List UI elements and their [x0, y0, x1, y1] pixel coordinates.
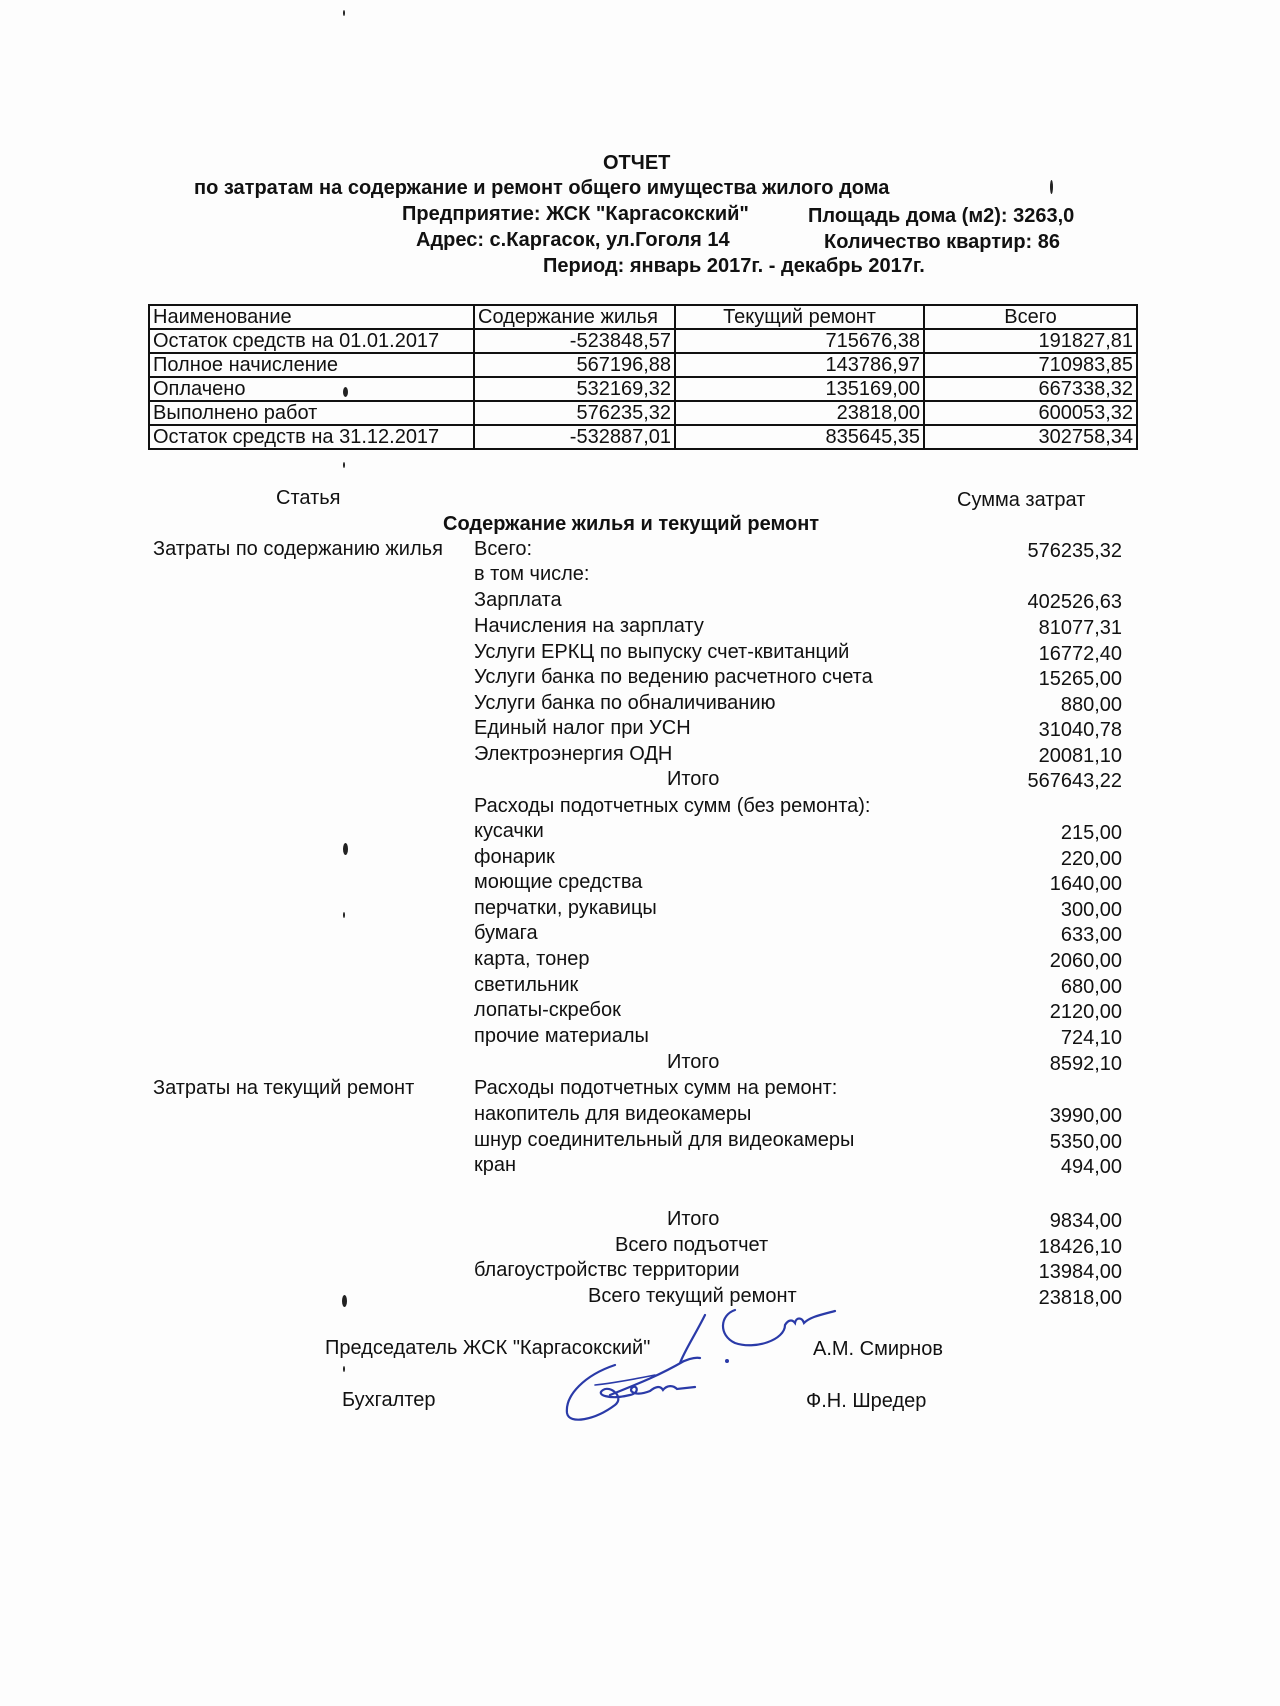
accountable-item-name: фонарик — [474, 846, 555, 868]
scan-speck — [343, 462, 345, 468]
col-header-repair: Текущий ремонт — [675, 305, 924, 329]
row-total: 710983,85 — [924, 353, 1137, 377]
summary-table — [148, 304, 1138, 450]
chairman-name: А.М. Смирнов — [813, 1338, 943, 1360]
accountable-subtotal-value: 8592,10 — [1049, 1053, 1122, 1075]
address: Адрес: с.Каргасок, ул.Гоголя 14 — [416, 229, 730, 251]
row-name: Оплачено — [149, 377, 474, 401]
accountant-role: Бухгалтер — [342, 1389, 436, 1411]
row-name: Полное начисление — [149, 353, 474, 377]
housing-subtotal-label: Итого — [667, 768, 720, 790]
item-value: 81077,31 — [1038, 617, 1122, 639]
accountable-item-value: 633,00 — [1060, 924, 1122, 946]
repair-item-value: 3990,00 — [1049, 1105, 1122, 1127]
item-name: Услуги ЕРКЦ по выпуску счет-квитанций — [474, 641, 850, 663]
repair-item-value: 494,00 — [1060, 1156, 1122, 1178]
accountable-all-value: 18426,10 — [1038, 1236, 1122, 1258]
accountable-item-value: 2060,00 — [1049, 950, 1122, 972]
row-total: 600053,32 — [924, 401, 1137, 425]
accountable-item-value: 724,10 — [1060, 1027, 1122, 1049]
signature-accountant-icon — [555, 1355, 735, 1435]
row-repair: 143786,97 — [675, 353, 924, 377]
table-row — [149, 401, 1137, 425]
item-value: 15265,00 — [1038, 668, 1122, 690]
accountable-item-value: 300,00 — [1060, 899, 1122, 921]
accountable-item-value: 1640,00 — [1049, 873, 1122, 895]
item-name: Начисления на зарплату — [474, 615, 704, 637]
scan-speck — [342, 1295, 347, 1307]
table-header-row — [149, 305, 1137, 329]
row-repair: 835645,35 — [675, 425, 924, 449]
row-housing: 567196,88 — [474, 353, 675, 377]
housing-total-label: Всего: — [474, 538, 532, 560]
col-article: Статья — [276, 487, 341, 509]
repair-subtotal-label: Итого — [667, 1208, 720, 1230]
chairman-role: Председатель ЖСК "Каргасокский" — [325, 1337, 651, 1359]
repair-subtotal-value: 9834,00 — [1049, 1210, 1122, 1232]
accountant-name: Ф.Н. Шредер — [806, 1390, 927, 1412]
accountable-item-value: 2120,00 — [1049, 1001, 1122, 1023]
section-title: Содержание жилья и текущий ремонт — [443, 513, 820, 535]
row-repair: 23818,00 — [675, 401, 924, 425]
landscaping-value: 13984,00 — [1038, 1261, 1122, 1283]
row-total: 191827,81 — [924, 329, 1137, 353]
row-name: Выполнено работ — [149, 401, 474, 425]
scan-speck — [343, 1366, 345, 1372]
enterprise: Предприятие: ЖСК "Каргасокский" — [402, 203, 749, 225]
table-row — [149, 377, 1137, 401]
including-label: в том числе: — [474, 563, 590, 585]
item-value: 16772,40 — [1038, 643, 1122, 665]
housing-subtotal-value: 567643,22 — [1027, 770, 1122, 792]
row-housing: -523848,57 — [474, 329, 675, 353]
row-repair: 135169,00 — [675, 377, 924, 401]
repair-total-value: 23818,00 — [1038, 1287, 1122, 1309]
accountable-item-name: лопаты-скребок — [474, 999, 621, 1021]
accountable-item-name: бумага — [474, 922, 538, 944]
accountable-item-name: моющие средства — [474, 871, 643, 893]
row-housing: 576235,32 — [474, 401, 675, 425]
row-total: 302758,34 — [924, 425, 1137, 449]
scan-speck — [343, 912, 345, 918]
housing-total-value: 576235,32 — [1027, 540, 1122, 562]
item-name: Услуги банка по ведению расчетного счета — [474, 666, 873, 688]
accountable-item-name: прочие материалы — [474, 1025, 649, 1047]
repair-total-label: Всего текущий ремонт — [588, 1285, 797, 1307]
accountable-item-value: 680,00 — [1060, 976, 1122, 998]
item-value: 402526,63 — [1027, 591, 1122, 613]
repair-accountable-label: Расходы подотчетных сумм на ремонт: — [474, 1077, 838, 1099]
accountable-item-name: кусачки — [474, 820, 544, 842]
landscaping-label: благоустройствс территории — [474, 1259, 740, 1281]
row-housing: -532887,01 — [474, 425, 675, 449]
item-value: 880,00 — [1060, 694, 1122, 716]
accountable-item-value: 220,00 — [1060, 848, 1122, 870]
accountable-item-name: карта, тонер — [474, 948, 590, 970]
repair-item-value: 5350,00 — [1049, 1131, 1122, 1153]
item-name: Зарплата — [474, 589, 562, 611]
accountable-subtotal-label: Итого — [667, 1051, 720, 1073]
report-period: Период: январь 2017г. - декабрь 2017г. — [543, 255, 925, 277]
accountable-item-name: перчатки, рукавицы — [474, 897, 657, 919]
table-row — [149, 329, 1137, 353]
col-header-housing: Содержание жилья — [474, 305, 675, 329]
repair-item-name: кран — [474, 1154, 517, 1176]
item-name: Электроэнергия ОДН — [474, 743, 673, 765]
scan-speck — [343, 843, 348, 855]
accountable-item-name: светильник — [474, 974, 579, 996]
scan-speck — [343, 10, 345, 16]
house-area: Площадь дома (м2): 3263,0 — [808, 205, 1075, 227]
row-name: Остаток средств на 31.12.2017 — [149, 425, 474, 449]
table-row — [149, 425, 1137, 449]
col-amount: Сумма затрат — [957, 489, 1086, 511]
repair-item-name: шнур соединительный для видеокамеры — [474, 1129, 855, 1151]
table-row — [149, 353, 1137, 377]
col-header-name: Наименование — [149, 305, 474, 329]
item-value: 20081,10 — [1038, 745, 1122, 767]
item-name: Единый налог при УСН — [474, 717, 691, 739]
row-total: 667338,32 — [924, 377, 1137, 401]
row-name: Остаток средств на 01.01.2017 — [149, 329, 474, 353]
item-value: 31040,78 — [1038, 719, 1122, 741]
item-name: Услуги банка по обналичиванию — [474, 692, 776, 714]
report-subtitle: по затратам на содержание и ремонт общего имущества жилого дома — [194, 177, 890, 199]
scan-speck — [343, 387, 348, 397]
row-housing: 532169,32 — [474, 377, 675, 401]
report-title: ОТЧЕТ — [603, 152, 671, 174]
repair-item-name: накопитель для видеокамеры — [474, 1103, 752, 1125]
accountable-all-label: Всего подъотчет — [615, 1234, 769, 1256]
row-repair: 715676,38 — [675, 329, 924, 353]
col-header-total: Всего — [924, 305, 1137, 329]
repair-costs-label: Затраты на текущий ремонт — [153, 1077, 415, 1099]
accountable-label: Расходы подотчетных сумм (без ремонта): — [474, 795, 871, 817]
housing-costs-label: Затраты по содержанию жилья — [153, 538, 443, 560]
accountable-item-value: 215,00 — [1060, 822, 1122, 844]
apartment-count: Количество квартир: 86 — [824, 231, 1061, 253]
scan-speck — [1050, 180, 1053, 194]
